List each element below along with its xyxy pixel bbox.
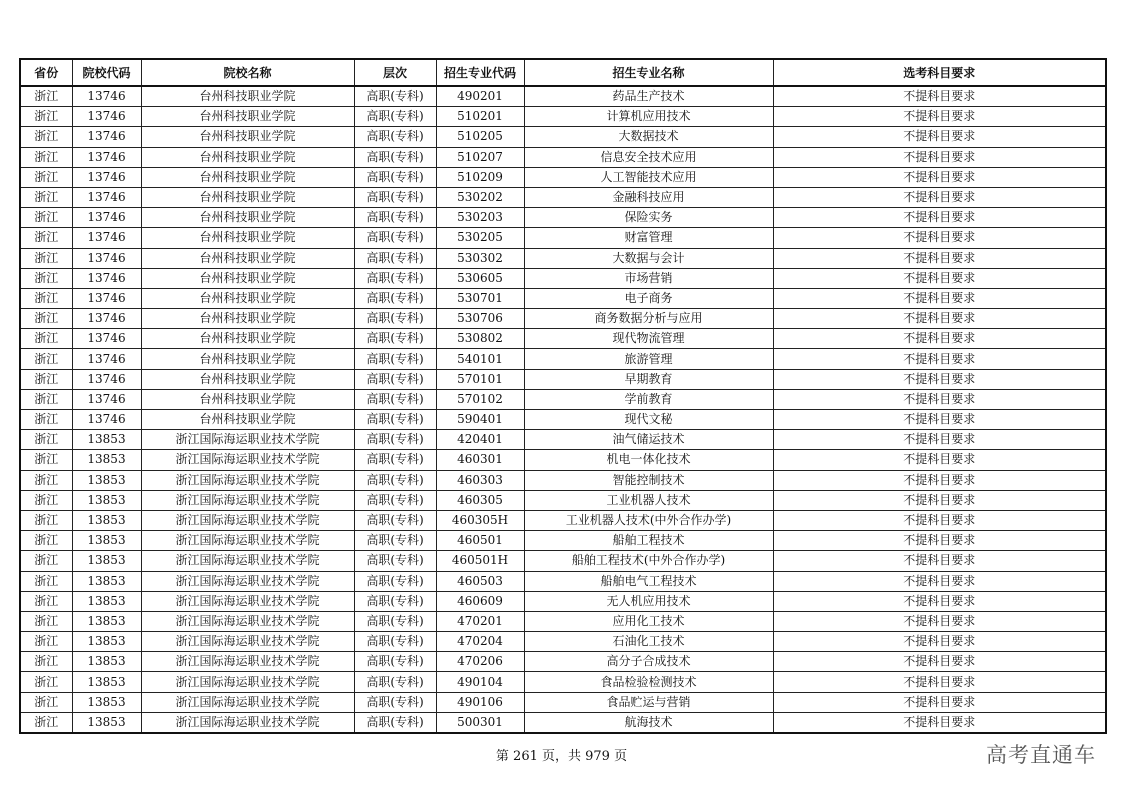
cell-school-name: 台州科技职业学院 [141,288,354,308]
cell-school-code: 13746 [72,127,141,147]
cell-school-code: 13746 [72,248,141,268]
cell-school-name: 台州科技职业学院 [141,208,354,228]
cell-major-code: 460303 [436,470,524,490]
cell-school-name: 浙江国际海运职业技术学院 [141,531,354,551]
cell-major-code: 460305 [436,490,524,510]
cell-school-code: 13746 [72,410,141,430]
cell-level: 高职(专科) [354,632,436,652]
cell-major-name: 工业机器人技术 [524,490,773,510]
cell-province: 浙江 [20,329,72,349]
page-number: 第 261 页，共 979 页 [495,749,628,764]
cell-subject-requirement: 不提科目要求 [773,470,1106,490]
cell-major-name: 商务数据分析与应用 [524,309,773,329]
cell-school-code: 13853 [72,430,141,450]
cell-school-name: 台州科技职业学院 [141,86,354,107]
cell-province: 浙江 [20,86,72,107]
cell-province: 浙江 [20,349,72,369]
cell-major-code: 490104 [436,672,524,692]
cell-major-name: 航海技术 [524,712,773,733]
cell-major-code: 460305H [436,510,524,530]
cell-major-name: 食品贮运与营销 [524,692,773,712]
table-row [20,107,1106,127]
cell-major-code: 470206 [436,652,524,672]
cell-major-name: 保险实务 [524,208,773,228]
table-header-row [20,59,1106,86]
cell-school-name: 浙江国际海运职业技术学院 [141,450,354,470]
cell-level: 高职(专科) [354,309,436,329]
cell-province: 浙江 [20,430,72,450]
cell-subject-requirement: 不提科目要求 [773,672,1106,692]
cell-province: 浙江 [20,147,72,167]
cell-province: 浙江 [20,632,72,652]
cell-level: 高职(专科) [354,369,436,389]
watermark: 高考直通车 [986,743,1096,767]
table-row [20,712,1106,733]
cell-major-code: 500301 [436,712,524,733]
cell-province: 浙江 [20,127,72,147]
cell-level: 高职(专科) [354,228,436,248]
table-row [20,86,1106,107]
cell-school-name: 台州科技职业学院 [141,107,354,127]
cell-subject-requirement: 不提科目要求 [773,450,1106,470]
cell-major-name: 现代文秘 [524,410,773,430]
cell-level: 高职(专科) [354,410,436,430]
cell-level: 高职(专科) [354,470,436,490]
cell-subject-requirement: 不提科目要求 [773,147,1106,167]
cell-level: 高职(专科) [354,571,436,591]
cell-subject-requirement: 不提科目要求 [773,692,1106,712]
cell-level: 高职(专科) [354,450,436,470]
cell-school-name: 浙江国际海运职业技术学院 [141,571,354,591]
cell-major-code: 490106 [436,692,524,712]
cell-province: 浙江 [20,490,72,510]
cell-subject-requirement: 不提科目要求 [773,531,1106,551]
cell-level: 高职(专科) [354,531,436,551]
cell-major-code: 530203 [436,208,524,228]
cell-school-name: 浙江国际海运职业技术学院 [141,611,354,631]
cell-level: 高职(专科) [354,672,436,692]
cell-major-name: 学前教育 [524,389,773,409]
cell-major-code: 530802 [436,329,524,349]
cell-major-name: 大数据技术 [524,127,773,147]
cell-major-code: 460301 [436,450,524,470]
table-row [20,228,1106,248]
cell-school-code: 13853 [72,611,141,631]
cell-level: 高职(专科) [354,187,436,207]
cell-school-name: 浙江国际海运职业技术学院 [141,692,354,712]
cell-province: 浙江 [20,672,72,692]
cell-subject-requirement: 不提科目要求 [773,510,1106,530]
cell-major-code: 530701 [436,288,524,308]
table-row [20,551,1106,571]
cell-province: 浙江 [20,389,72,409]
cell-province: 浙江 [20,510,72,530]
cell-major-name: 金融科技应用 [524,187,773,207]
cell-level: 高职(专科) [354,712,436,733]
cell-province: 浙江 [20,167,72,187]
cell-major-name: 石油化工技术 [524,632,773,652]
cell-subject-requirement: 不提科目要求 [773,248,1106,268]
table-row [20,268,1106,288]
cell-major-name: 船舶工程技术 [524,531,773,551]
cell-subject-requirement: 不提科目要求 [773,410,1106,430]
cell-major-code: 530605 [436,268,524,288]
cell-subject-requirement: 不提科目要求 [773,86,1106,107]
cell-major-name: 计算机应用技术 [524,107,773,127]
cell-major-code: 530205 [436,228,524,248]
cell-school-name: 台州科技职业学院 [141,268,354,288]
cell-level: 高职(专科) [354,551,436,571]
cell-school-name: 台州科技职业学院 [141,349,354,369]
cell-level: 高职(专科) [354,349,436,369]
cell-school-code: 13746 [72,208,141,228]
table-row [20,369,1106,389]
cell-level: 高职(专科) [354,329,436,349]
admissions-table [19,58,1107,734]
cell-school-name: 台州科技职业学院 [141,248,354,268]
header-school-code: 院校代码 [72,59,141,86]
cell-major-name: 船舶电气工程技术 [524,571,773,591]
cell-major-code: 510201 [436,107,524,127]
cell-school-code: 13746 [72,147,141,167]
cell-level: 高职(专科) [354,430,436,450]
cell-level: 高职(专科) [354,248,436,268]
cell-school-code: 13746 [72,369,141,389]
table-row [20,652,1106,672]
table-row [20,309,1106,329]
table-row [20,611,1106,631]
cell-school-code: 13746 [72,187,141,207]
cell-province: 浙江 [20,369,72,389]
cell-school-code: 13853 [72,652,141,672]
table-row [20,591,1106,611]
cell-province: 浙江 [20,107,72,127]
cell-major-code: 590401 [436,410,524,430]
cell-province: 浙江 [20,410,72,430]
cell-province: 浙江 [20,611,72,631]
cell-province: 浙江 [20,571,72,591]
table-row [20,531,1106,551]
table-row [20,571,1106,591]
cell-subject-requirement: 不提科目要求 [773,591,1106,611]
cell-school-name: 台州科技职业学院 [141,228,354,248]
cell-major-name: 人工智能技术应用 [524,167,773,187]
cell-subject-requirement: 不提科目要求 [773,167,1106,187]
cell-major-code: 420401 [436,430,524,450]
table-row [20,127,1106,147]
cell-school-name: 台州科技职业学院 [141,329,354,349]
table-row [20,510,1106,530]
cell-province: 浙江 [20,187,72,207]
cell-major-name: 药品生产技术 [524,86,773,107]
table-row [20,167,1106,187]
cell-school-code: 13853 [72,692,141,712]
cell-school-name: 台州科技职业学院 [141,410,354,430]
cell-province: 浙江 [20,248,72,268]
table-row [20,329,1106,349]
cell-subject-requirement: 不提科目要求 [773,611,1106,631]
cell-subject-requirement: 不提科目要求 [773,369,1106,389]
table-row [20,672,1106,692]
cell-school-name: 台州科技职业学院 [141,167,354,187]
cell-school-code: 13746 [72,167,141,187]
cell-subject-requirement: 不提科目要求 [773,268,1106,288]
cell-school-code: 13746 [72,329,141,349]
cell-subject-requirement: 不提科目要求 [773,107,1106,127]
cell-level: 高职(专科) [354,167,436,187]
cell-major-code: 470201 [436,611,524,631]
cell-major-code: 460501 [436,531,524,551]
cell-school-name: 台州科技职业学院 [141,127,354,147]
cell-subject-requirement: 不提科目要求 [773,632,1106,652]
cell-major-code: 460501H [436,551,524,571]
cell-school-name: 台州科技职业学院 [141,147,354,167]
cell-school-code: 13746 [72,228,141,248]
cell-subject-requirement: 不提科目要求 [773,349,1106,369]
cell-level: 高职(专科) [354,268,436,288]
header-major-code: 招生专业代码 [436,59,524,86]
cell-major-code: 530202 [436,187,524,207]
cell-province: 浙江 [20,228,72,248]
cell-level: 高职(专科) [354,611,436,631]
cell-level: 高职(专科) [354,147,436,167]
cell-major-code: 570102 [436,389,524,409]
cell-major-name: 市场营销 [524,268,773,288]
table-row [20,490,1106,510]
table-row [20,470,1106,490]
cell-subject-requirement: 不提科目要求 [773,490,1106,510]
cell-school-name: 台州科技职业学院 [141,369,354,389]
table-row [20,430,1106,450]
cell-major-code: 530706 [436,309,524,329]
cell-subject-requirement: 不提科目要求 [773,712,1106,733]
cell-major-code: 490201 [436,86,524,107]
table-row [20,692,1106,712]
cell-province: 浙江 [20,268,72,288]
cell-major-name: 船舶工程技术(中外合作办学) [524,551,773,571]
cell-level: 高职(专科) [354,107,436,127]
cell-level: 高职(专科) [354,86,436,107]
cell-school-code: 13853 [72,551,141,571]
cell-school-code: 13853 [72,531,141,551]
cell-level: 高职(专科) [354,652,436,672]
table-row [20,248,1106,268]
cell-school-name: 浙江国际海运职业技术学院 [141,551,354,571]
cell-subject-requirement: 不提科目要求 [773,571,1106,591]
cell-school-name: 浙江国际海运职业技术学院 [141,490,354,510]
table-row [20,410,1106,430]
cell-school-name: 浙江国际海运职业技术学院 [141,430,354,450]
cell-school-code: 13853 [72,591,141,611]
cell-major-name: 现代物流管理 [524,329,773,349]
cell-major-code: 540101 [436,349,524,369]
header-subject-requirement: 选考科目要求 [773,59,1106,86]
cell-major-name: 无人机应用技术 [524,591,773,611]
cell-province: 浙江 [20,531,72,551]
cell-school-code: 13746 [72,349,141,369]
table-row [20,389,1106,409]
cell-major-code: 570101 [436,369,524,389]
cell-school-code: 13853 [72,450,141,470]
cell-major-name: 机电一体化技术 [524,450,773,470]
cell-major-code: 510205 [436,127,524,147]
table-row [20,147,1106,167]
cell-school-code: 13853 [72,632,141,652]
cell-major-name: 信息安全技术应用 [524,147,773,167]
cell-level: 高职(专科) [354,208,436,228]
cell-major-code: 510209 [436,167,524,187]
cell-province: 浙江 [20,450,72,470]
cell-school-name: 浙江国际海运职业技术学院 [141,632,354,652]
cell-school-code: 13853 [72,672,141,692]
cell-subject-requirement: 不提科目要求 [773,127,1106,147]
table-row [20,450,1106,470]
cell-major-code: 470204 [436,632,524,652]
cell-school-name: 浙江国际海运职业技术学院 [141,510,354,530]
cell-subject-requirement: 不提科目要求 [773,187,1106,207]
cell-province: 浙江 [20,692,72,712]
cell-level: 高职(专科) [354,510,436,530]
cell-subject-requirement: 不提科目要求 [773,652,1106,672]
cell-school-name: 浙江国际海运职业技术学院 [141,470,354,490]
cell-major-code: 460609 [436,591,524,611]
header-major-name: 招生专业名称 [524,59,773,86]
table-row [20,208,1106,228]
cell-school-code: 13853 [72,490,141,510]
cell-major-name: 高分子合成技术 [524,652,773,672]
cell-school-name: 台州科技职业学院 [141,309,354,329]
cell-level: 高职(专科) [354,288,436,308]
cell-major-name: 财富管理 [524,228,773,248]
header-school-name: 院校名称 [141,59,354,86]
cell-school-code: 13746 [72,389,141,409]
cell-major-name: 旅游管理 [524,349,773,369]
cell-school-name: 台州科技职业学院 [141,389,354,409]
cell-province: 浙江 [20,712,72,733]
cell-school-name: 浙江国际海运职业技术学院 [141,712,354,733]
cell-province: 浙江 [20,309,72,329]
cell-school-name: 浙江国际海运职业技术学院 [141,672,354,692]
cell-province: 浙江 [20,470,72,490]
cell-major-code: 460503 [436,571,524,591]
cell-level: 高职(专科) [354,692,436,712]
cell-subject-requirement: 不提科目要求 [773,551,1106,571]
cell-subject-requirement: 不提科目要求 [773,430,1106,450]
cell-major-code: 530302 [436,248,524,268]
cell-school-code: 13853 [72,510,141,530]
cell-school-code: 13746 [72,268,141,288]
cell-major-name: 早期教育 [524,369,773,389]
cell-major-name: 油气储运技术 [524,430,773,450]
cell-major-name: 工业机器人技术(中外合作办学) [524,510,773,530]
cell-major-name: 大数据与会计 [524,248,773,268]
cell-subject-requirement: 不提科目要求 [773,329,1106,349]
cell-major-name: 智能控制技术 [524,470,773,490]
cell-school-code: 13746 [72,288,141,308]
cell-level: 高职(专科) [354,490,436,510]
cell-level: 高职(专科) [354,591,436,611]
table-row [20,349,1106,369]
cell-school-code: 13746 [72,107,141,127]
cell-major-name: 应用化工技术 [524,611,773,631]
cell-province: 浙江 [20,208,72,228]
cell-subject-requirement: 不提科目要求 [773,228,1106,248]
cell-level: 高职(专科) [354,389,436,409]
cell-school-name: 浙江国际海运职业技术学院 [141,652,354,672]
cell-school-code: 13853 [72,712,141,733]
cell-subject-requirement: 不提科目要求 [773,288,1106,308]
header-level: 层次 [354,59,436,86]
cell-school-name: 台州科技职业学院 [141,187,354,207]
table-row [20,632,1106,652]
cell-major-name: 电子商务 [524,288,773,308]
cell-school-code: 13746 [72,86,141,107]
cell-school-name: 浙江国际海运职业技术学院 [141,591,354,611]
cell-school-code: 13853 [72,470,141,490]
cell-level: 高职(专科) [354,127,436,147]
cell-major-code: 510207 [436,147,524,167]
cell-school-code: 13853 [72,571,141,591]
cell-subject-requirement: 不提科目要求 [773,208,1106,228]
header-province: 省份 [20,59,72,86]
table-row [20,187,1106,207]
cell-major-name: 食品检验检测技术 [524,672,773,692]
cell-province: 浙江 [20,551,72,571]
cell-subject-requirement: 不提科目要求 [773,309,1106,329]
cell-province: 浙江 [20,288,72,308]
cell-province: 浙江 [20,652,72,672]
table-row [20,288,1106,308]
cell-subject-requirement: 不提科目要求 [773,389,1106,409]
table-body [20,86,1106,733]
cell-province: 浙江 [20,591,72,611]
cell-school-code: 13746 [72,309,141,329]
